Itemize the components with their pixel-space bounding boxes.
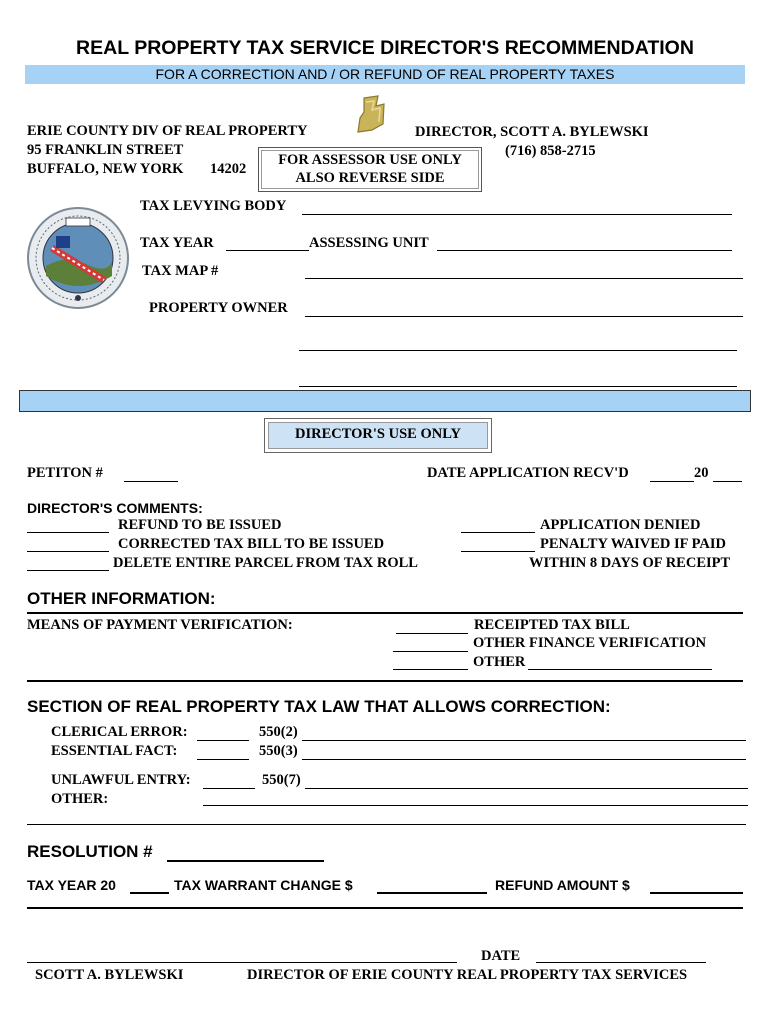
- resolution-tax-year-label: TAX YEAR 20: [27, 877, 116, 893]
- resolution-tax-year-line[interactable]: [130, 892, 169, 894]
- tax-warrant-change-line[interactable]: [377, 892, 487, 894]
- org-line1: ERIE COUNTY DIV OF REAL PROPERTY: [27, 123, 308, 139]
- petition-line[interactable]: [124, 481, 178, 482]
- essential-code: 550(3): [259, 743, 298, 759]
- refund-amount-line[interactable]: [650, 892, 743, 894]
- clerical-code: 550(2): [259, 724, 298, 740]
- property-owner-line-2[interactable]: [299, 350, 737, 351]
- unlawful-code: 550(7): [262, 772, 301, 788]
- resolution-label: RESOLUTION #: [27, 842, 153, 861]
- section-blank-line[interactable]: [27, 824, 746, 825]
- signer-name: SCOTT A. BYLEWSKI: [35, 967, 184, 983]
- tax-map-line[interactable]: [305, 278, 743, 279]
- comment-left-line-1[interactable]: [27, 532, 109, 533]
- other-line[interactable]: [203, 805, 748, 806]
- page-title: REAL PROPERTY TAX SERVICE DIRECTOR'S RECOMMENDATION: [76, 37, 694, 59]
- comment-right-2: PENALTY WAIVED IF PAID: [540, 536, 726, 552]
- tax-warrant-change-label: TAX WARRANT CHANGE $: [174, 877, 353, 893]
- option-other-line[interactable]: [528, 669, 712, 670]
- other-label: OTHER:: [51, 791, 109, 807]
- date-year-line[interactable]: [713, 481, 742, 482]
- comments-heading: DIRECTOR'S COMMENTS:: [27, 500, 203, 516]
- tax-levying-body-label: TAX LEVYING BODY: [140, 198, 287, 214]
- signature-date-line[interactable]: [536, 962, 706, 963]
- comment-left-3: DELETE ENTIRE PARCEL FROM TAX ROLL: [113, 555, 418, 571]
- comment-right-1: APPLICATION DENIED: [540, 517, 701, 533]
- refund-amount-label: REFUND AMOUNT $: [495, 877, 630, 893]
- tax-year-line[interactable]: [226, 250, 309, 251]
- other-info-rule: [27, 612, 743, 614]
- date-recvd-label: DATE APPLICATION RECV'D: [427, 465, 629, 481]
- section-divider-bar: [19, 390, 751, 412]
- assessor-use-box: [258, 147, 482, 192]
- comment-left-2: CORRECTED TAX BILL TO BE ISSUED: [118, 536, 385, 552]
- assessor-box-line1: FOR ASSESSOR USE ONLY: [278, 152, 462, 168]
- erie-county-seal-icon: [26, 206, 130, 310]
- essential-fact-line[interactable]: [197, 759, 249, 760]
- clerical-error-line[interactable]: [197, 740, 249, 741]
- resolution-bottom-rule: [27, 907, 743, 909]
- signature-date-label: DATE: [481, 948, 521, 964]
- directors-use-label: DIRECTOR'S USE ONLY: [295, 426, 461, 442]
- subtitle-banner: [25, 65, 745, 84]
- unlawful-entry-line[interactable]: [203, 788, 255, 789]
- option-line-3[interactable]: [393, 669, 468, 670]
- tax-map-label: TAX MAP #: [142, 263, 219, 279]
- means-of-payment-label: MEANS OF PAYMENT VERIFICATION:: [27, 617, 293, 633]
- org-zip: 14202: [210, 161, 247, 177]
- option-other: OTHER: [473, 654, 526, 670]
- subtitle-text: FOR A CORRECTION AND / OR REFUND OF REAL PROPERTY TAXES: [155, 66, 615, 82]
- org-line2: 95 FRANKLIN STREET: [27, 142, 184, 158]
- comment-right-line-1[interactable]: [461, 532, 535, 533]
- option-line-2[interactable]: [393, 651, 468, 652]
- option-other-finance: OTHER FINANCE VERIFICATION: [473, 635, 707, 651]
- assessing-unit-line[interactable]: [437, 250, 732, 251]
- clerical-error-label: CLERICAL ERROR:: [51, 724, 188, 740]
- resolution-line[interactable]: [167, 860, 324, 862]
- unlawful-entry-label: UNLAWFUL ENTRY:: [51, 772, 191, 788]
- property-owner-label: PROPERTY OWNER: [149, 300, 288, 316]
- unlawful-code-line[interactable]: [305, 788, 748, 789]
- date-year-prefix: 20: [694, 465, 709, 481]
- property-owner-line-3[interactable]: [299, 386, 737, 387]
- option-line-1[interactable]: [396, 633, 468, 634]
- date-recvd-line[interactable]: [650, 481, 694, 482]
- erie-county-map-icon: [352, 94, 390, 136]
- org-line3: BUFFALO, NEW YORK: [27, 161, 184, 177]
- comment-left-line-3[interactable]: [27, 570, 109, 571]
- clerical-code-line[interactable]: [302, 740, 746, 741]
- directors-use-inner: [268, 422, 488, 449]
- option-receipted-tax-bill: RECEIPTED TAX BILL: [474, 617, 630, 633]
- other-info-bottom-rule: [27, 680, 743, 682]
- director-name: DIRECTOR, SCOTT A. BYLEWSKI: [415, 124, 649, 140]
- signer-title: DIRECTOR OF ERIE COUNTY REAL PROPERTY TAX SERVICES: [247, 967, 688, 983]
- signature-line[interactable]: [27, 962, 457, 963]
- directors-use-box: [264, 418, 492, 453]
- assessing-unit-label: ASSESSING UNIT: [309, 235, 429, 251]
- petition-label: PETITON #: [27, 465, 103, 481]
- tax-levying-body-line[interactable]: [302, 214, 732, 215]
- section-heading: SECTION OF REAL PROPERTY TAX LAW THAT ALLOWS CORRECTION:: [27, 697, 611, 716]
- comment-right-line-2[interactable]: [461, 551, 535, 552]
- comment-left-line-2[interactable]: [27, 551, 109, 552]
- comment-right-3: WITHIN 8 DAYS OF RECEIPT: [529, 555, 731, 571]
- assessor-box-line2: ALSO REVERSE SIDE: [295, 170, 445, 186]
- director-phone: (716) 858-2715: [505, 143, 596, 159]
- comment-left-1: REFUND TO BE ISSUED: [118, 517, 282, 533]
- essential-fact-label: ESSENTIAL FACT:: [51, 743, 178, 759]
- property-owner-line-1[interactable]: [305, 316, 743, 317]
- essential-code-line[interactable]: [302, 759, 746, 760]
- tax-year-label: TAX YEAR: [140, 235, 214, 251]
- other-info-heading: OTHER INFORMATION:: [27, 589, 216, 608]
